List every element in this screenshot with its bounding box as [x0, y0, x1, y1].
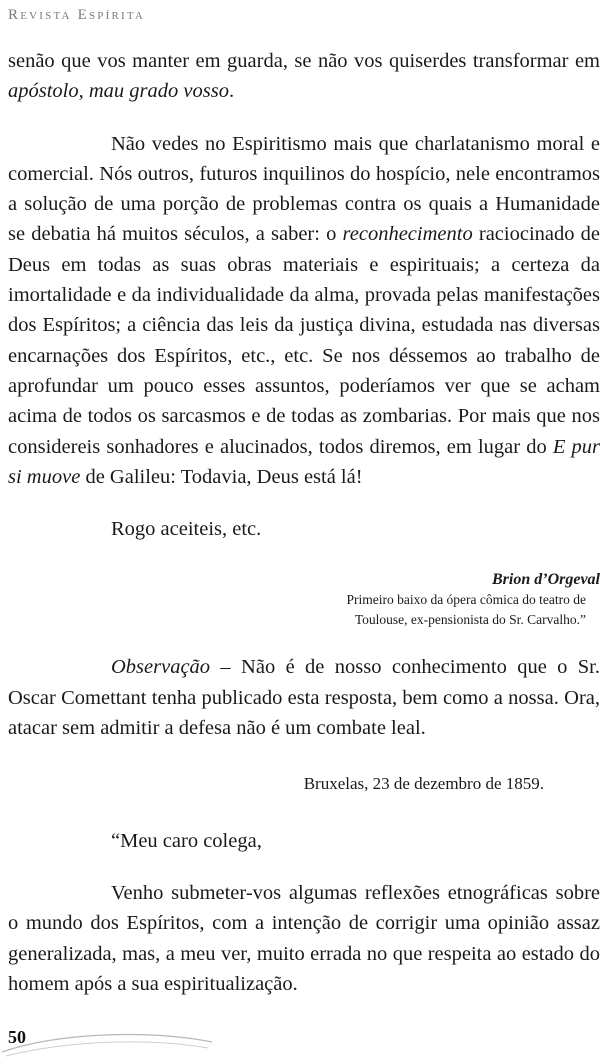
- paragraph-text: raciocinado de Deus em todas as suas obras materiais e espirituais; a certeza da imortalidade e da individualidade da alma, provada pelas manifestações dos Espíritos; a ciência das leis da justiça divina, estudada nas diversas encarnações dos Espíritos, etc., etc. Se nos déssemos ao trabalho de aprofundar um pouco esses assuntos, poderíamos ver que se acham acima de todos os sarcasmos e de todas as zombarias. Por mais que nos considereis sonhadores e alucinados, todos diremos, em lugar do: [8, 223, 600, 458]
- paragraph-text: de Galileu: Todavia, Deus está lá!: [80, 465, 363, 488]
- dateline: Bruxelas, 23 de dezembro de 1859.: [303, 774, 544, 794]
- italic-phrase: E pur si muove: [8, 435, 600, 488]
- decorative-swoosh-icon: [0, 1022, 220, 1061]
- observation-label: Observação: [111, 656, 211, 679]
- paragraph-text: – Não é de nosso conhecimento que o Sr. Oscar Comettant tenha publicado esta resposta, bem como a nossa. Ora, atacar sem admitir a defesa não é um combate leal.: [8, 656, 600, 740]
- paragraph-text: Não vedes no Espiritismo mais que charlatanismo moral e comercial. Nós outros, futuros inquilinos do hospício, nele encontramos a solução de uma porção de problemas contra os quais a Humanidade se debatia há muitos séculos, a saber: o: [8, 132, 600, 246]
- signature-role-line-1: Primeiro baixo da ópera cômica do teatro de: [346, 592, 586, 608]
- paragraph-text: senão que vos manter em guarda, se não vos quiserdes transformar em: [8, 50, 600, 72]
- page-body: [8, 46, 600, 999]
- paragraph-observation: [8, 652, 600, 743]
- signature-role-line-2: Toulouse, ex-pensionista do Sr. Carvalho.”: [354, 612, 586, 628]
- paragraph-2: [8, 129, 600, 493]
- paragraph-3: Rogo aceiteis, etc.: [111, 518, 262, 541]
- paragraph-text: .: [228, 80, 235, 103]
- page-number: 50: [8, 1027, 26, 1047]
- italic-phrase: apóstolo, mau grado vosso: [8, 80, 229, 103]
- paragraph-5: Venho submeter-vos algumas reflexões etnográficas sobre o mundo dos Espíritos, com a intenção de corrigir uma opinião assaz generalizada, mas, a meu ver, muito errada no que respeita ao estado do homem após a sua espiritualização.: [8, 881, 600, 995]
- signature-name: Brion d’Orgeval: [492, 571, 600, 589]
- italic-word: reconhecimento: [342, 223, 473, 246]
- salutation: “Meu caro colega,: [111, 829, 262, 852]
- paragraph-1: [8, 46, 600, 107]
- running-title: Revista Espírita: [8, 7, 146, 23]
